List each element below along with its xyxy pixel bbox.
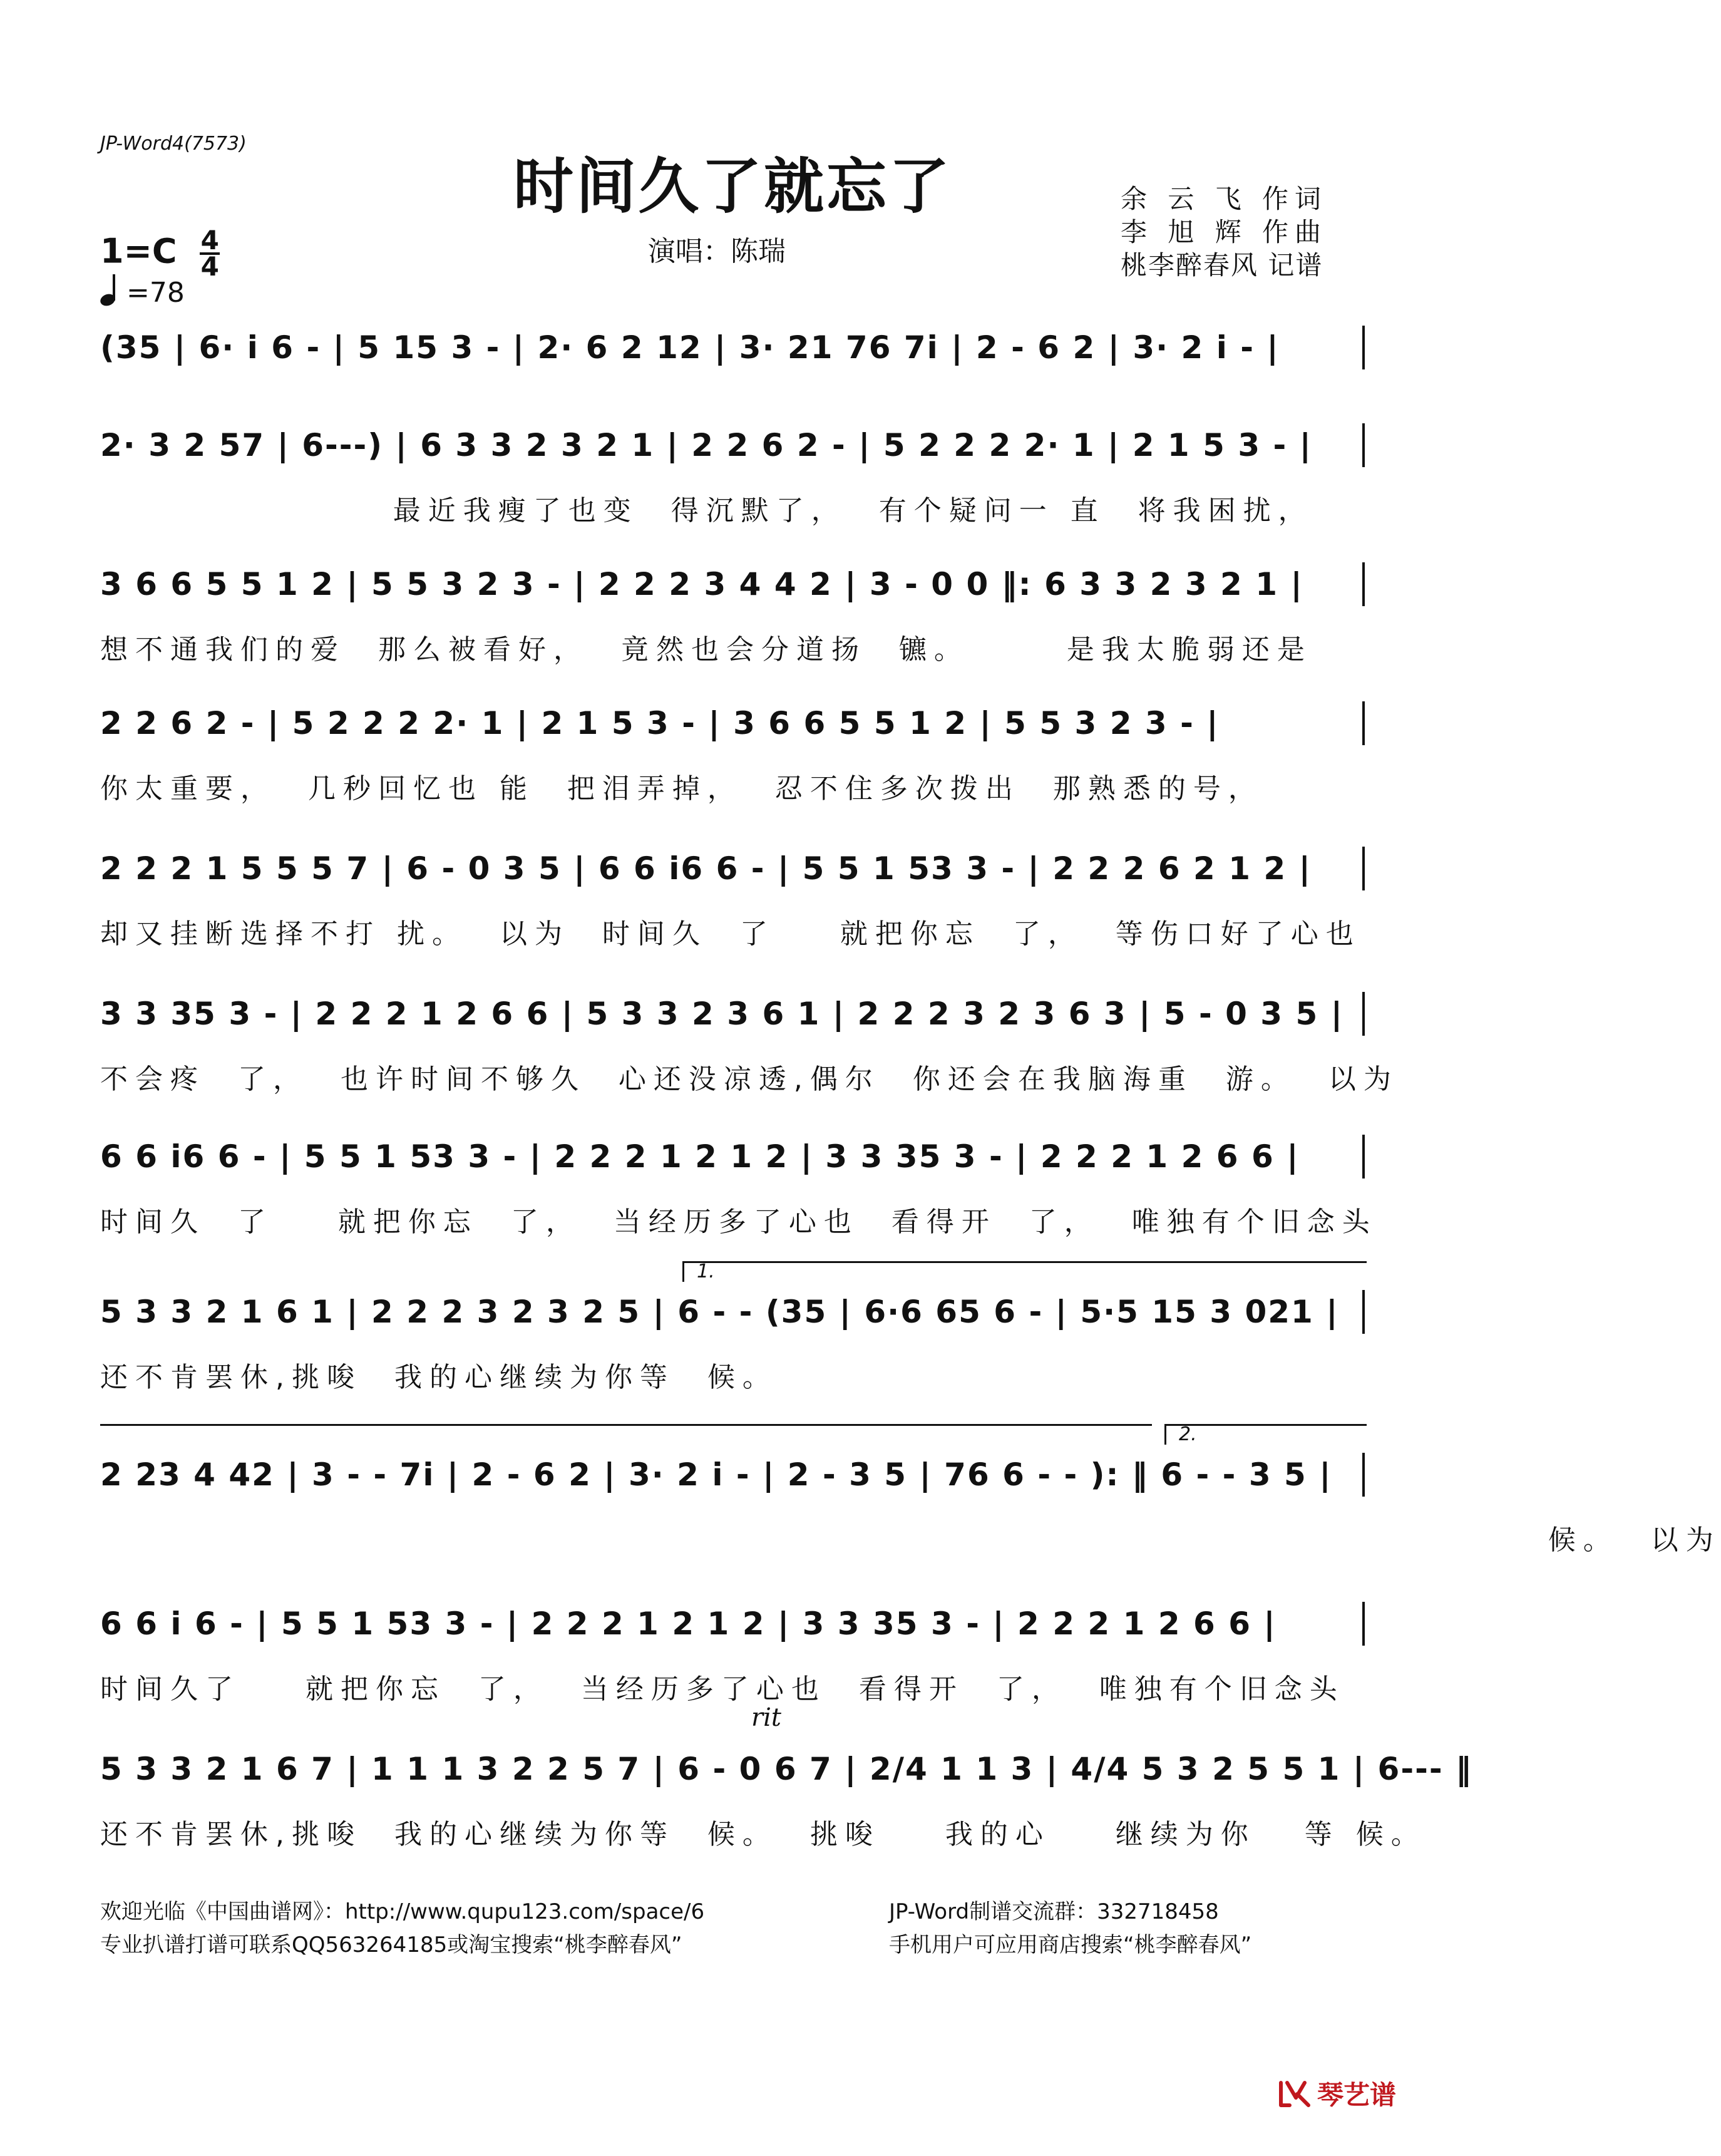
quarter-note-icon xyxy=(100,276,118,306)
staff-lyrics: 最近我瘦了也变 得沉默了， 有个疑问一 直 将我困扰， xyxy=(100,495,1313,527)
staff-3 xyxy=(100,562,1365,688)
staff-lyrics: 不会疼 了， 也许时间不够久 心还没凉透,偶尔 你还会在我脑海重 游。 以为 xyxy=(100,1063,1399,1095)
staff-lyrics: 还不肯罢休,挑唆 我的心继续为你等 候。 挑唆 我的心 继续为你 等 候。 xyxy=(100,1818,1426,1850)
volta-bracket-1: 1. xyxy=(682,1261,1367,1282)
staff-lyrics: 却又挂断选择不打 扰。 以为 时间久 了 就把你忘 了， 等伤口好了心也 xyxy=(100,918,1361,950)
logo-icon xyxy=(1278,2079,1312,2109)
staff-notes: 6 6 i6 6 - | 5 5 1 53 3 - | 2 2 2 1 2 1 2 | 3 3 35 3 - | 2 2 2 1 2 6 6 | xyxy=(100,1138,1300,1175)
staff-notes: (35 | 6· i 6 - | 5 15 3 - | 2· 6 2 12 | 3· 21 76 7i | 2 - 6 2 | 3· 2 i - | xyxy=(100,329,1280,366)
footer-contact: 专业扒谱打谱可联系QQ563264185或淘宝搜索“桃李醉春风” xyxy=(100,1932,682,1957)
logo-text: 琴艺谱 xyxy=(1317,2080,1396,2110)
staff-notes: 2 2 2 1 5 5 5 7 | 6 - 0 3 5 | 6 6 i6 6 - | 5 5 1 53 3 - | 2 2 2 6 2 1 2 | xyxy=(100,850,1312,887)
time-top: 4 xyxy=(200,225,219,255)
staff-notes: 6 6 i 6 - | 5 5 1 53 3 - | 2 2 2 1 2 1 2 | 3 3 35 3 - | 2 2 2 1 2 6 6 | xyxy=(100,1606,1277,1642)
staff-notes: 2 23 4 42 | 3 - - 7i | 2 - 6 2 | 3· 2 i - | 2 - 3 5 | 76 6 - - ): ‖ 6 - - 3 5 | xyxy=(100,1457,1332,1493)
key-label: 1=C xyxy=(100,231,177,271)
software-label: JP-Word4(7573) xyxy=(100,133,247,155)
ritardando-marking: rit xyxy=(751,1703,781,1732)
footer-group: JP-Word制谱交流群：332718458 xyxy=(889,1899,1219,1924)
volta-bracket-2: 2. xyxy=(1164,1424,1367,1445)
staff-lyrics: 时间久 了 就把你忘 了， 当经历多了心也 看得开 了， 唯独有个旧念头 xyxy=(100,1206,1377,1238)
staff-notes: 3 3 35 3 - | 2 2 2 1 2 6 6 | 5 3 3 2 3 6 1 | 2 2 2 3 2 3 6 3 | 5 - 0 3 5 | xyxy=(100,996,1343,1032)
key-signature xyxy=(100,225,220,282)
staff-11 xyxy=(100,1703,1472,1872)
footer-website: 欢迎光临《中国曲谱网》：http://www.qupu123.com/space/6 xyxy=(100,1899,705,1924)
song-title: 时间久了就忘了 xyxy=(513,151,952,222)
staff-notes: 2 2 6 2 - | 5 2 2 2 2· 1 | 2 1 5 3 - | 3 6 6 5 5 1 2 | 5 5 3 2 3 - | xyxy=(100,705,1220,741)
composer-credit: 李 旭 辉 作曲 xyxy=(1121,217,1328,247)
staff-4 xyxy=(100,701,1365,827)
transcriber-credit: 桃李醉春风 记谱 xyxy=(1121,250,1323,281)
staff-lyrics: 还不肯罢休,挑唆 我的心继续为你等 候。 xyxy=(100,1361,778,1393)
staff-lyrics: 时间久了 就把你忘 了， 当经历多了心也 看得开 了， 唯独有个旧念头 xyxy=(100,1673,1345,1705)
staff-notes: 5 3 3 2 1 6 7 | 1 1 1 3 2 2 5 7 | 6 - 0 6 7 | 2/4 1 1 3 | 4/4 5 3 2 5 5 1 | 6--- ‖ xyxy=(100,1751,1472,1787)
volta-bracket-1-continued xyxy=(100,1424,1152,1445)
singer-label: 演唱：陈瑞 xyxy=(648,235,786,267)
time-signature xyxy=(200,225,220,282)
tempo-marking xyxy=(100,276,185,309)
footer-mobile: 手机用户可应用商店搜索“桃李醉春风” xyxy=(889,1932,1252,1957)
staff-8 xyxy=(100,1261,1365,1415)
tempo-value: =78 xyxy=(126,277,185,309)
time-bottom: 4 xyxy=(200,251,219,282)
staff-lyrics: 想不通我们的爱 那么被看好， 竟然也会分道扬 镳。 是我太脆弱还是 xyxy=(100,634,1312,666)
staff-9 xyxy=(100,1423,1721,1578)
site-logo xyxy=(1278,2075,1396,2112)
staff-notes: 2· 3 2 57 | 6---) | 6 3 3 2 3 2 1 | 2 2 6 2 - | 5 2 2 2 2· 1 | 2 1 5 3 - | xyxy=(100,427,1312,463)
staff-2 xyxy=(100,423,1365,549)
staff-lyrics: 你太重要， 几秒回忆也 能 把泪弄掉， 忍不住多次拨出 那熟悉的号， xyxy=(100,773,1263,805)
lyricist-credit: 余 云 飞 作词 xyxy=(1121,183,1328,214)
staff-notes: 3 6 6 5 5 1 2 | 5 5 3 2 3 - | 2 2 2 3 4 4 2 | 3 - 0 0 ‖: 6 3 3 2 3 2 1 | xyxy=(100,566,1303,602)
staff-10 xyxy=(100,1602,1365,1727)
staff-6 xyxy=(100,992,1399,1117)
staff-lyrics: 候。 以为 xyxy=(100,1524,1721,1556)
staff-5 xyxy=(100,847,1365,972)
staff-notes: 5 3 3 2 1 6 1 | 2 2 2 3 2 3 2 5 | 6 - - (35 | 6·6 65 6 - | 5·5 15 3 021 | xyxy=(100,1294,1339,1330)
staff-7 xyxy=(100,1135,1377,1260)
